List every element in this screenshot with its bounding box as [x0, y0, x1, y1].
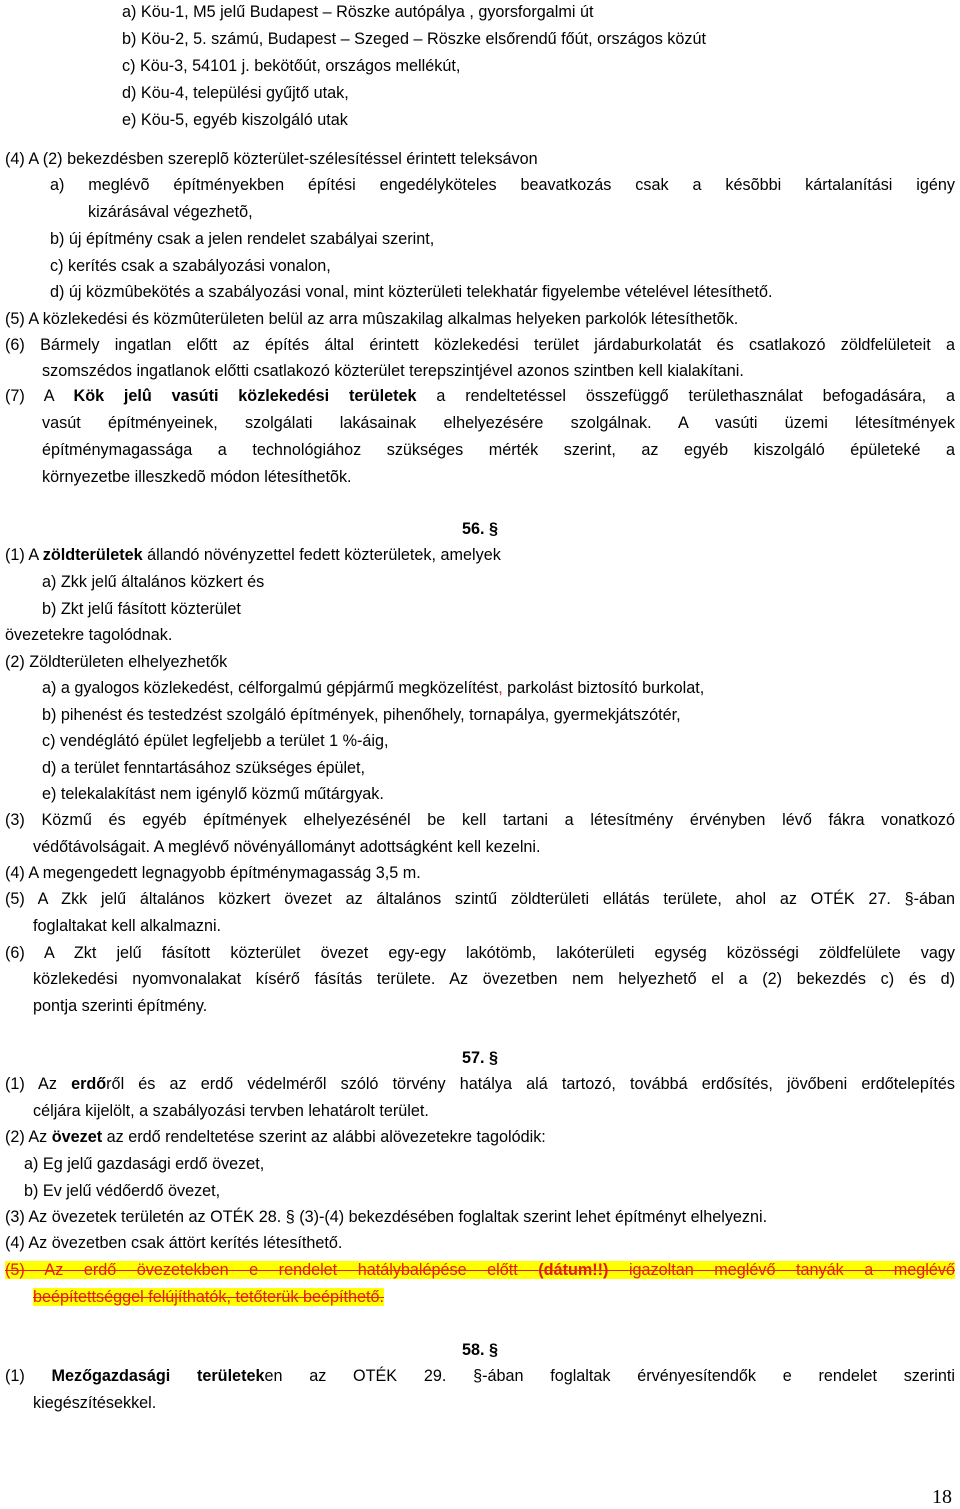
list-item-d: d) Köu-4, települési gyűjtő utak, [122, 84, 349, 102]
paragraph-4-intro: (4) A (2) bekezdésben szereplõ közterület-szélesítéssel érintett teleksávon [5, 150, 538, 168]
s56-paragraph-4: (4) A megengedett legnagyobb építménymagasság 3,5 m. [5, 864, 421, 882]
s56-paragraph-3-line1: (3) Közmű és egyéb építmények elhelyezésénél be kell tartani a létesítmény érvényben lévő fákra vonatkozó [5, 811, 955, 829]
s56-p2-item-e: e) telekalakítást nem igénylő közmű műtárgyak. [42, 785, 384, 803]
list-item-c: c) Köu-3, 54101 j. bekötőút, országos mellékút, [122, 57, 461, 75]
paragraph-4-a: a) meglévõ építményekben építési engedélyköteles beavatkozás csak a késõbbi kártalanítási igény [50, 176, 955, 194]
s57-paragraph-4: (4) Az övezetben csak áttört kerítés létesíthető. [5, 1234, 343, 1252]
s57-p2-item-a: a) Eg jelű gazdasági erdő övezet, [24, 1155, 265, 1173]
paragraph-7-line2: vasút építményeinek, szolgálati lakásainak elhelyezésére szolgálnak. A vasúti üzemi létesítmények [42, 414, 955, 432]
s56-p2-item-a: a) a gyalogos közlekedést, célforgalmú gépjármű megközelítést, parkolást biztosító burkolat, [42, 679, 705, 697]
paragraph-4-b: b) új építmény csak a jelen rendelet szabályai szerint, [50, 230, 435, 248]
s57-paragraph-1-line1: (1) Az erdőről és az erdő védelméről szóló törvény hatálya alá tartozó, továbbá erdősítés, jövőbeni erdőtelepítés [5, 1075, 955, 1093]
s57-paragraph-2: (2) Az övezet az erdő rendeltetése szerint az alábbi alövezetekre tagolódik: [5, 1128, 546, 1146]
s57-paragraph-1-line2: céljára kijelölt, a szabályozási tervben lehatárolt terület. [33, 1102, 429, 1120]
list-item-a: a) Köu-1, M5 jelű Budapest – Röszke autópálya , gyorsforgalmi út [122, 3, 594, 21]
s56-p1-item-b: b) Zkt jelű fásított közterület [42, 600, 241, 618]
paragraph-6-line2: szomszédos ingatlanok előtti csatlakozó közterület terepszintjével azonos szintben kell kialakítani. [42, 362, 744, 380]
s56-paragraph-3-line2: védőtávolságait. A meglévő növényállományt adottságként kell kezelni. [33, 838, 541, 856]
s56-p2-item-b: b) pihenést és testedzést szolgáló építmények, pihenőhely, tornapálya, gyermekjátszótér, [42, 706, 681, 724]
s56-paragraph-6-line3: pontja szerinti építmény. [33, 997, 208, 1015]
s57-p2-item-b: b) Ev jelű védőerdő övezet, [24, 1182, 221, 1200]
paragraph-4-a-cont: kizárásával végezhetõ, [88, 203, 253, 221]
list-item-e: e) Köu-5, egyéb kiszolgáló utak [122, 111, 348, 129]
s56-paragraph-2: (2) Zöldterületen elhelyezhetők [5, 653, 228, 671]
paragraph-6-line1: (6) Bármely ingatlan előtt az építés által érintett közlekedési terület járdaburkolatát és csatlakozó zöldfelületeit a [5, 336, 955, 354]
s56-paragraph-1: (1) A zöldterületek állandó növényzettel fedett közterületek, amelyek [5, 546, 501, 564]
section-heading-57: 57. § [461, 1049, 498, 1067]
s57-paragraph-5-line2: beépítettséggel felújíthatók, tetőterük beépíthető. [33, 1288, 384, 1306]
s56-p1-end: övezetekre tagolódnak. [5, 626, 173, 644]
paragraph-4-c: c) kerítés csak a szabályozási vonalon, [50, 257, 331, 275]
s58-paragraph-1-line2: kiegészítésekkel. [33, 1394, 157, 1412]
paragraph-7-line4: környezetbe illeszkedõ módon létesíthetõk. [42, 468, 352, 486]
s56-p2-item-c: c) vendéglátó épület legfeljebb a terület 1 %-áig, [42, 732, 389, 750]
s56-paragraph-5-line2: foglaltakat kell alkalmazni. [33, 917, 222, 935]
s57-paragraph-5-line1: (5) Az erdő övezetekben e rendelet hatálybalépése előtt (dátum!!) igazoltan meglévő tanyák a meglévő [5, 1261, 955, 1279]
list-item-b: b) Köu-2, 5. számú, Budapest – Szeged – Röszke elsőrendű főút, országos közút [122, 30, 706, 48]
s58-paragraph-1-line1: (1) Mezőgazdasági területeken az OTÉK 29. §-ában foglaltak érvényesítendők e rendelet szerinti [5, 1367, 955, 1385]
s57-paragraph-3: (3) Az övezetek területén az OTÉK 28. § (3)-(4) bekezdésében foglaltak szerint lehet építményt elhelyezni. [5, 1208, 768, 1226]
paragraph-5: (5) A közlekedési és közmûterületen belül az arra mûszakilag alkalmas helyeken parkolók létesíthetõk. [5, 310, 739, 328]
s56-p1-item-a: a) Zkk jelű általános közkert és [42, 573, 265, 591]
paragraph-7-line1: (7) A Kök jelû vasúti közlekedési területek a rendeltetéssel összefüggő területhasználat befogadására, a [5, 387, 955, 405]
paragraph-7-line3: építménymagassága a technológiához szükséges mérték szerint, az egyéb kiszolgáló épületeké a [42, 441, 955, 459]
section-heading-56: 56. § [461, 520, 498, 538]
s56-p2-item-d: d) a terület fenntartásához szükséges épület, [42, 759, 366, 777]
s56-paragraph-6-line2: közlekedési nyomvonalakat kísérő fásítás területe. Az övezetben nem helyezhető el a (2) bekezdés c) és d) [33, 970, 955, 988]
s56-paragraph-5-line1: (5) A Zkk jelű általános közkert övezet az általános szintű zöldterületi ellátás területe, ahol az OTÉK 27. §-ában [5, 890, 955, 908]
s56-paragraph-6-line1: (6) A Zkt jelű fásított közterület övezet egy-egy lakótömb, lakóterületi egység közösségi zöldfelülete vagy [5, 944, 955, 962]
page-number: 18 [932, 1486, 952, 1508]
paragraph-4-d: d) új közmûbekötés a szabályozási vonal, mint közterületi telekhatár figyelembe vételével létesíthető. [50, 283, 773, 301]
section-heading-58: 58. § [461, 1341, 498, 1359]
